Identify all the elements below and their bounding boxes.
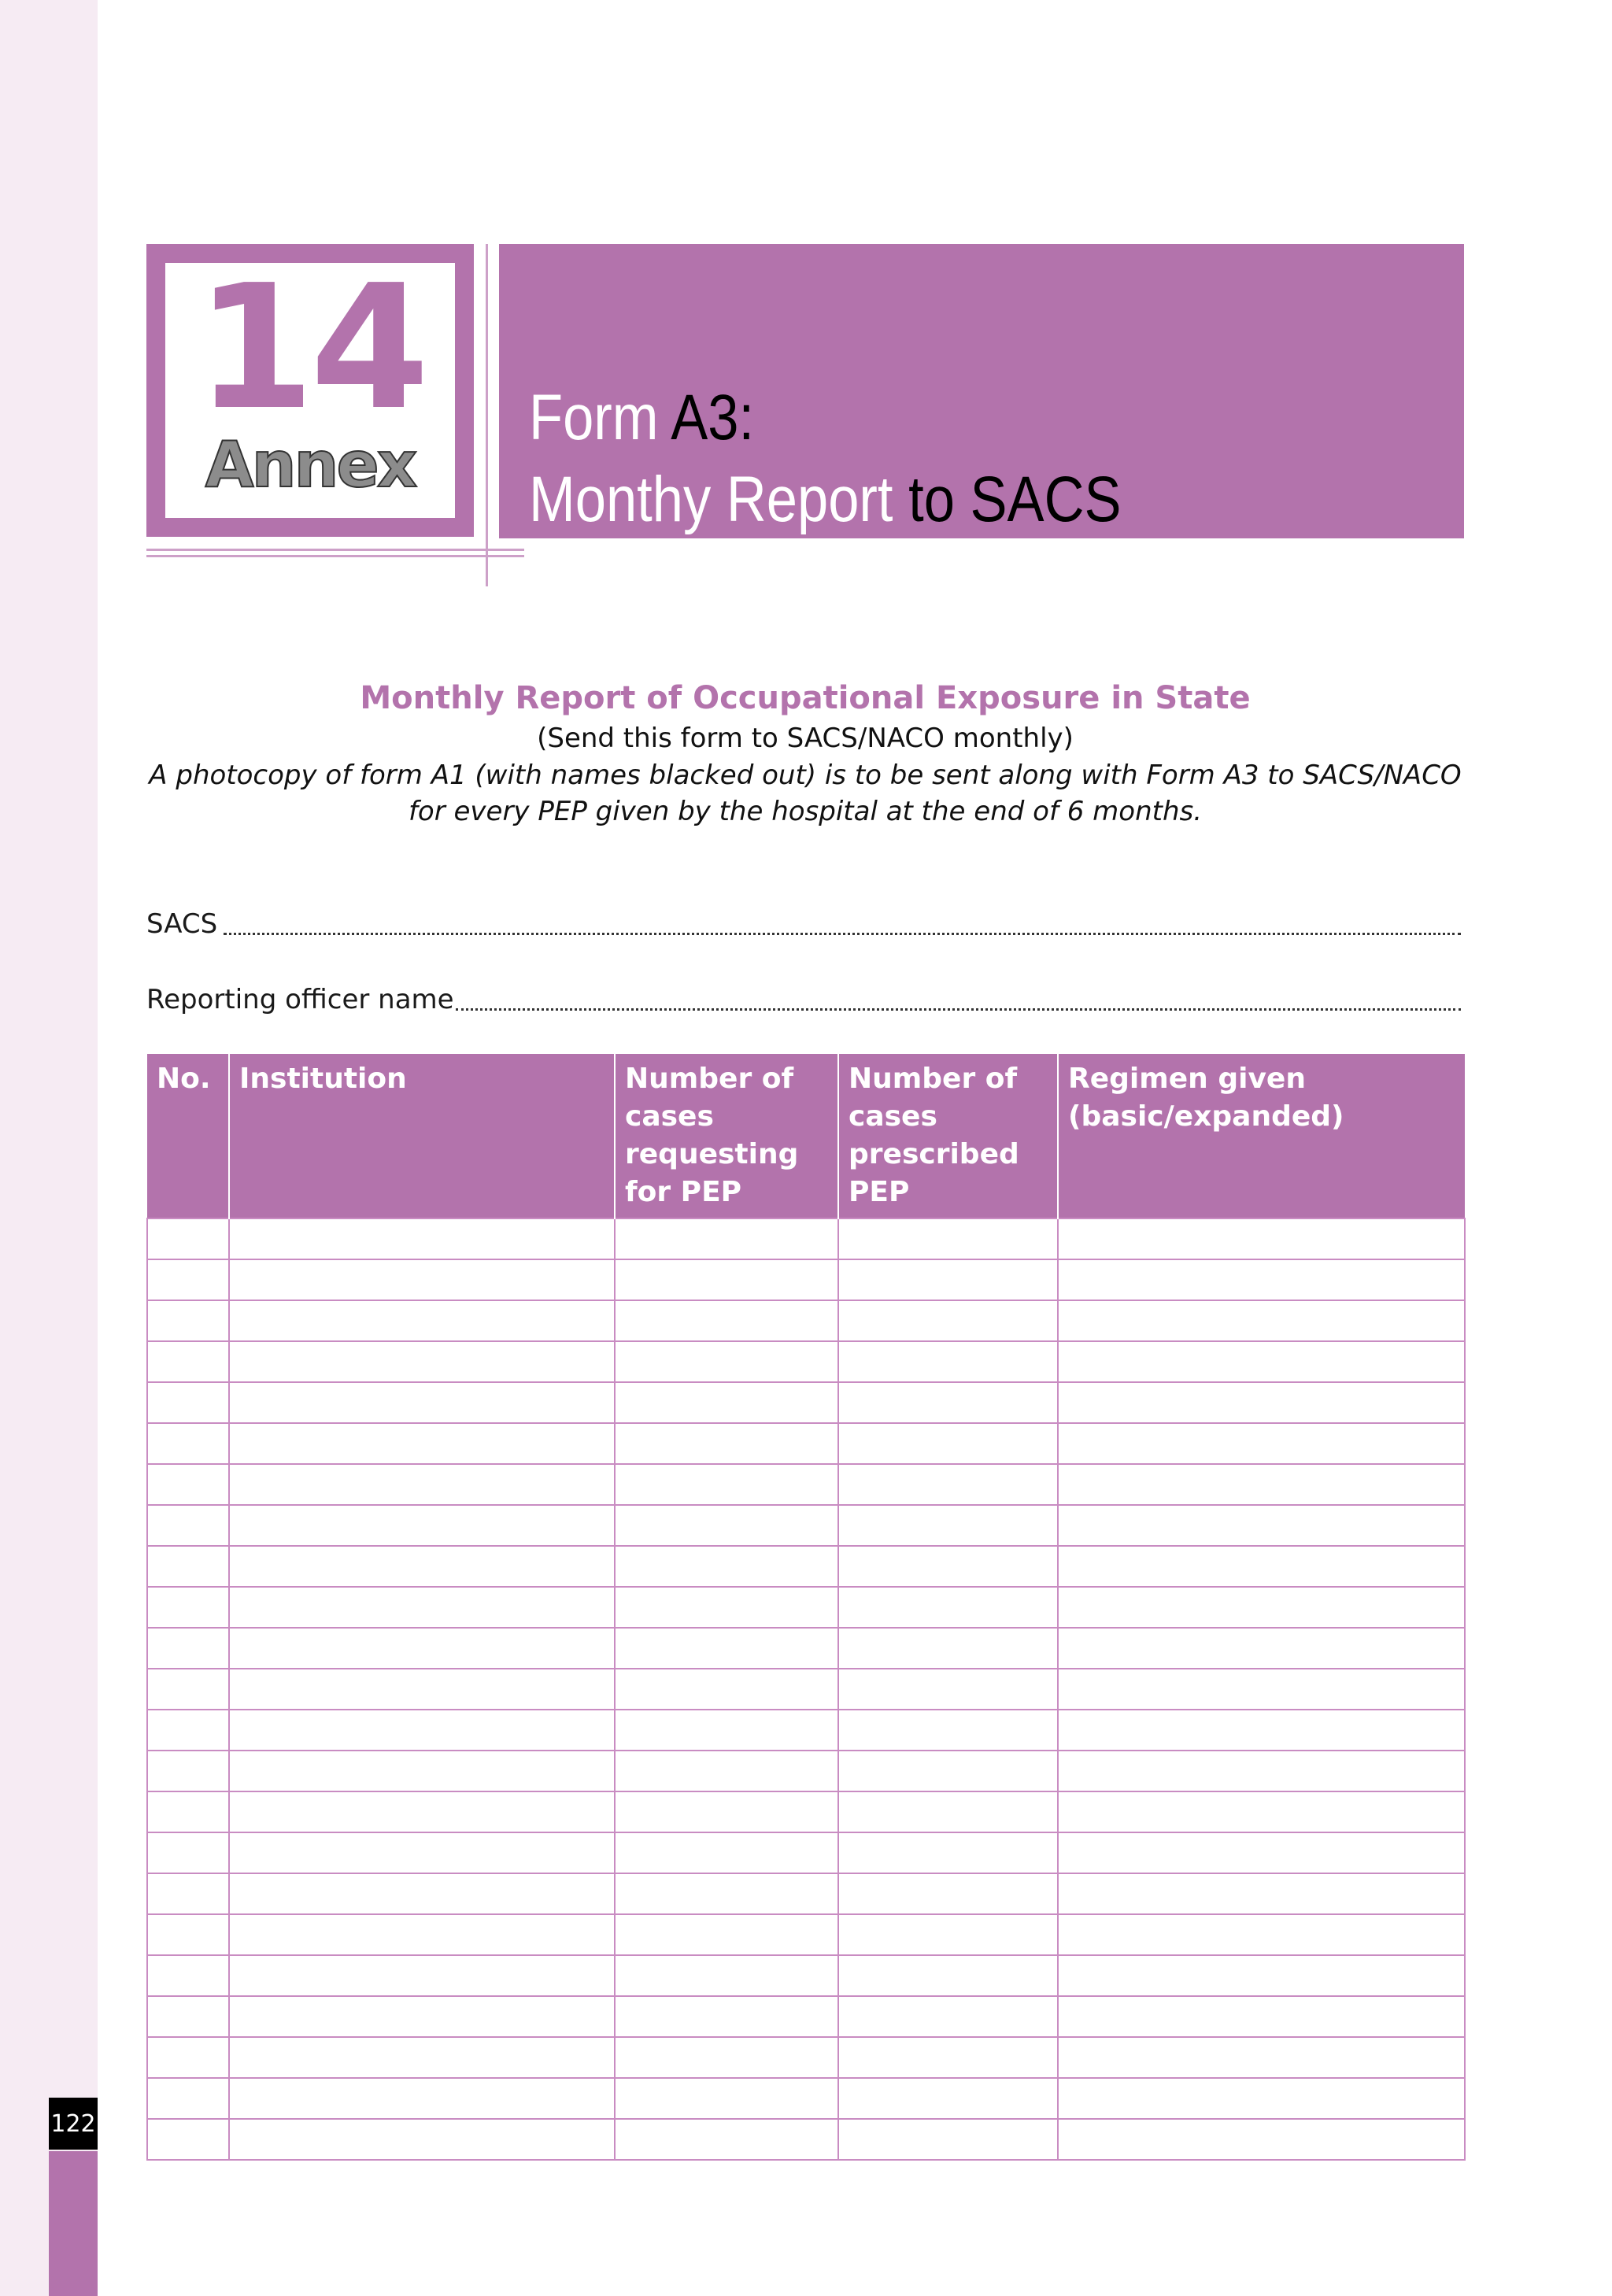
cell-institution[interactable] <box>229 1914 615 1955</box>
cell-no[interactable] <box>147 1505 229 1546</box>
table-row <box>147 1300 1465 1341</box>
page-title-line-2 <box>529 463 1122 537</box>
cell-no[interactable] <box>147 1546 229 1587</box>
cell-cases-requesting[interactable] <box>615 1382 838 1423</box>
table-row <box>147 2037 1465 2078</box>
cell-cases-prescribed[interactable] <box>838 1341 1058 1382</box>
table-header-row <box>147 1054 1465 1218</box>
table-row <box>147 1587 1465 1628</box>
cell-regimen[interactable] <box>1058 1423 1465 1464</box>
cell-cases-requesting[interactable] <box>615 1218 838 1259</box>
cell-institution[interactable] <box>229 1505 615 1546</box>
report-subheading: (Send this form to SACS/NACO monthly) <box>537 723 1074 754</box>
cell-institution[interactable] <box>229 1382 615 1423</box>
cell-cases-requesting[interactable] <box>615 1832 838 1873</box>
cell-cases-requesting[interactable] <box>615 1587 838 1628</box>
cell-cases-requesting[interactable] <box>615 2037 838 2078</box>
cell-cases-prescribed[interactable] <box>838 1710 1058 1751</box>
cell-cases-prescribed[interactable] <box>838 1955 1058 1996</box>
cell-cases-requesting[interactable] <box>615 1628 838 1669</box>
cell-cases-prescribed[interactable] <box>838 1423 1058 1464</box>
header-cases-requesting: Number of cases requesting for PEP <box>615 1054 838 1218</box>
cell-institution[interactable] <box>229 1996 615 2037</box>
cell-cases-prescribed[interactable] <box>838 1464 1058 1505</box>
cell-institution[interactable] <box>229 1218 615 1259</box>
cell-institution[interactable] <box>229 1464 615 1505</box>
table-row <box>147 1751 1465 1791</box>
cell-regimen[interactable] <box>1058 1341 1465 1382</box>
cell-no[interactable] <box>147 1955 229 1996</box>
cell-institution[interactable] <box>229 2119 615 2160</box>
sacs-field[interactable] <box>146 905 1461 940</box>
report-note: A photocopy of form A1 (with names blacked out) is to be sent along with Form A3 to SACS/NACO for every PEP given by the hospital at the end of 6 months. <box>149 760 1462 827</box>
cell-cases-prescribed[interactable] <box>838 1300 1058 1341</box>
cell-cases-requesting[interactable] <box>615 1259 838 1300</box>
cell-regimen[interactable] <box>1058 1628 1465 1669</box>
cell-institution[interactable] <box>229 1300 615 1341</box>
table-row <box>147 1423 1465 1464</box>
cell-regimen[interactable] <box>1058 1218 1465 1259</box>
cell-institution[interactable] <box>229 1587 615 1628</box>
cell-cases-prescribed[interactable] <box>838 1996 1058 2037</box>
side-strip-accent <box>49 2151 98 2296</box>
cell-cases-prescribed[interactable] <box>838 1628 1058 1669</box>
header-cases-prescribed: Number of cases prescribed PEP <box>838 1054 1058 1218</box>
cell-no[interactable] <box>147 2119 229 2160</box>
cell-cases-requesting[interactable] <box>615 1914 838 1955</box>
table-row <box>147 1382 1465 1423</box>
cell-regimen[interactable] <box>1058 1669 1465 1710</box>
table-row <box>147 1546 1465 1587</box>
cell-institution[interactable] <box>229 1955 615 1996</box>
cell-institution[interactable] <box>229 1546 615 1587</box>
table-row <box>147 1464 1465 1505</box>
cell-institution[interactable] <box>229 1751 615 1791</box>
cell-regimen[interactable] <box>1058 1955 1465 1996</box>
cell-cases-prescribed[interactable] <box>838 2119 1058 2160</box>
cell-cases-requesting[interactable] <box>615 1300 838 1341</box>
cell-cases-requesting[interactable] <box>615 2119 838 2160</box>
cell-regimen[interactable] <box>1058 1505 1465 1546</box>
table-row <box>147 1996 1465 2037</box>
cell-regimen[interactable] <box>1058 1873 1465 1914</box>
cell-cases-requesting[interactable] <box>615 1710 838 1751</box>
cell-institution[interactable] <box>229 1341 615 1382</box>
table-row <box>147 1791 1465 1832</box>
cell-cases-prescribed[interactable] <box>838 1505 1058 1546</box>
cell-no[interactable] <box>147 1259 229 1300</box>
reporting-officer-field[interactable] <box>146 981 1461 1015</box>
table-row <box>147 2078 1465 2119</box>
cell-no[interactable] <box>147 1914 229 1955</box>
cell-no[interactable] <box>147 2037 229 2078</box>
report-table <box>146 1054 1466 2161</box>
reporting-officer-label: Reporting officer name <box>146 984 454 1015</box>
cell-cases-prescribed[interactable] <box>838 1382 1058 1423</box>
sacs-fill-line[interactable] <box>224 925 1461 935</box>
cell-regimen[interactable] <box>1058 1382 1465 1423</box>
cell-no[interactable] <box>147 1873 229 1914</box>
table-row <box>147 1628 1465 1669</box>
cell-regimen[interactable] <box>1058 1587 1465 1628</box>
cell-institution[interactable] <box>229 2037 615 2078</box>
cell-regimen[interactable] <box>1058 2078 1465 2119</box>
cell-institution[interactable] <box>229 1259 615 1300</box>
title-form-text: Form <box>529 382 671 453</box>
header-regimen: Regimen given (basic/expanded) <box>1058 1054 1465 1218</box>
cell-no[interactable] <box>147 1423 229 1464</box>
cell-cases-requesting[interactable] <box>615 1751 838 1791</box>
cell-regimen[interactable] <box>1058 1546 1465 1587</box>
cell-cases-requesting[interactable] <box>615 1505 838 1546</box>
cell-regimen[interactable] <box>1058 1832 1465 1873</box>
table-row <box>147 1669 1465 1710</box>
cell-no[interactable] <box>147 1300 229 1341</box>
cell-no[interactable] <box>147 1218 229 1259</box>
cell-no[interactable] <box>147 2078 229 2119</box>
table-row <box>147 1218 1465 1259</box>
decorative-rule <box>146 555 524 557</box>
cell-cases-prescribed[interactable] <box>838 1832 1058 1873</box>
cell-no[interactable] <box>147 1587 229 1628</box>
cell-cases-prescribed[interactable] <box>838 2037 1058 2078</box>
cell-cases-prescribed[interactable] <box>838 1259 1058 1300</box>
cell-institution[interactable] <box>229 1791 615 1832</box>
title-report-target: to SACS <box>908 464 1122 535</box>
annex-label: Annex <box>205 428 416 501</box>
table-row <box>147 2119 1465 2160</box>
table-row <box>147 1259 1465 1300</box>
header-no: No. <box>147 1054 229 1218</box>
cell-no[interactable] <box>147 1382 229 1423</box>
cell-institution[interactable] <box>229 2078 615 2119</box>
cell-cases-requesting[interactable] <box>615 1996 838 2037</box>
decorative-rule-vertical <box>486 244 488 586</box>
cell-cases-requesting[interactable] <box>615 1546 838 1587</box>
cell-no[interactable] <box>147 1710 229 1751</box>
cell-regimen[interactable] <box>1058 1259 1465 1300</box>
cell-regimen[interactable] <box>1058 1751 1465 1791</box>
cell-cases-prescribed[interactable] <box>838 1669 1058 1710</box>
cell-regimen[interactable] <box>1058 2119 1465 2160</box>
cell-cases-requesting[interactable] <box>615 1669 838 1710</box>
annex-badge-inner <box>165 249 455 518</box>
cell-institution[interactable] <box>229 1873 615 1914</box>
decorative-rule <box>146 549 524 551</box>
title-report-text: Monthy Report <box>529 464 909 535</box>
cell-regimen[interactable] <box>1058 1710 1465 1751</box>
cell-cases-requesting[interactable] <box>615 1341 838 1382</box>
cell-cases-requesting[interactable] <box>615 1791 838 1832</box>
cell-cases-requesting[interactable] <box>615 1423 838 1464</box>
table-row <box>147 1914 1465 1955</box>
cell-cases-prescribed[interactable] <box>838 1751 1058 1791</box>
cell-no[interactable] <box>147 1791 229 1832</box>
annex-number: 14 <box>195 249 425 448</box>
cell-cases-requesting[interactable] <box>615 2078 838 2119</box>
table-row <box>147 1710 1465 1751</box>
cell-cases-prescribed[interactable] <box>838 2078 1058 2119</box>
header-institution: Institution <box>229 1054 615 1218</box>
page-title-line-1 <box>529 381 754 455</box>
cell-institution[interactable] <box>229 1669 615 1710</box>
reporting-officer-fill-line[interactable] <box>456 1000 1461 1011</box>
cell-institution[interactable] <box>229 1628 615 1669</box>
cell-no[interactable] <box>147 1341 229 1382</box>
cell-cases-prescribed[interactable] <box>838 1791 1058 1832</box>
title-banner <box>499 244 1464 538</box>
cell-no[interactable] <box>147 1628 229 1669</box>
cell-regimen[interactable] <box>1058 1914 1465 1955</box>
cell-no[interactable] <box>147 1751 229 1791</box>
title-form-code: A3: <box>671 382 755 453</box>
cell-no[interactable] <box>147 1996 229 2037</box>
cell-cases-requesting[interactable] <box>615 1955 838 1996</box>
cell-institution[interactable] <box>229 1832 615 1873</box>
cell-institution[interactable] <box>229 1710 615 1751</box>
sacs-label: SACS <box>146 908 218 940</box>
cell-no[interactable] <box>147 1669 229 1710</box>
cell-regimen[interactable] <box>1058 1791 1465 1832</box>
cell-institution[interactable] <box>229 1423 615 1464</box>
table-row <box>147 1505 1465 1546</box>
cell-cases-prescribed[interactable] <box>838 1873 1058 1914</box>
cell-no[interactable] <box>147 1832 229 1873</box>
table-row <box>147 1873 1465 1914</box>
cell-cases-prescribed[interactable] <box>838 1587 1058 1628</box>
cell-cases-prescribed[interactable] <box>838 1546 1058 1587</box>
table-row <box>147 1955 1465 1996</box>
table-row <box>147 1341 1465 1382</box>
cell-regimen[interactable] <box>1058 1300 1465 1341</box>
cell-cases-prescribed[interactable] <box>838 1914 1058 1955</box>
page-number: 122 <box>49 2098 98 2150</box>
annex-badge <box>146 244 474 537</box>
report-heading: Monthly Report of Occupational Exposure in State <box>360 680 1251 716</box>
cell-regimen[interactable] <box>1058 1996 1465 2037</box>
cell-cases-prescribed[interactable] <box>838 1218 1058 1259</box>
cell-regimen[interactable] <box>1058 1464 1465 1505</box>
cell-cases-requesting[interactable] <box>615 1873 838 1914</box>
cell-no[interactable] <box>147 1464 229 1505</box>
cell-cases-requesting[interactable] <box>615 1464 838 1505</box>
side-strip <box>0 0 98 2296</box>
cell-regimen[interactable] <box>1058 2037 1465 2078</box>
table-row <box>147 1832 1465 1873</box>
